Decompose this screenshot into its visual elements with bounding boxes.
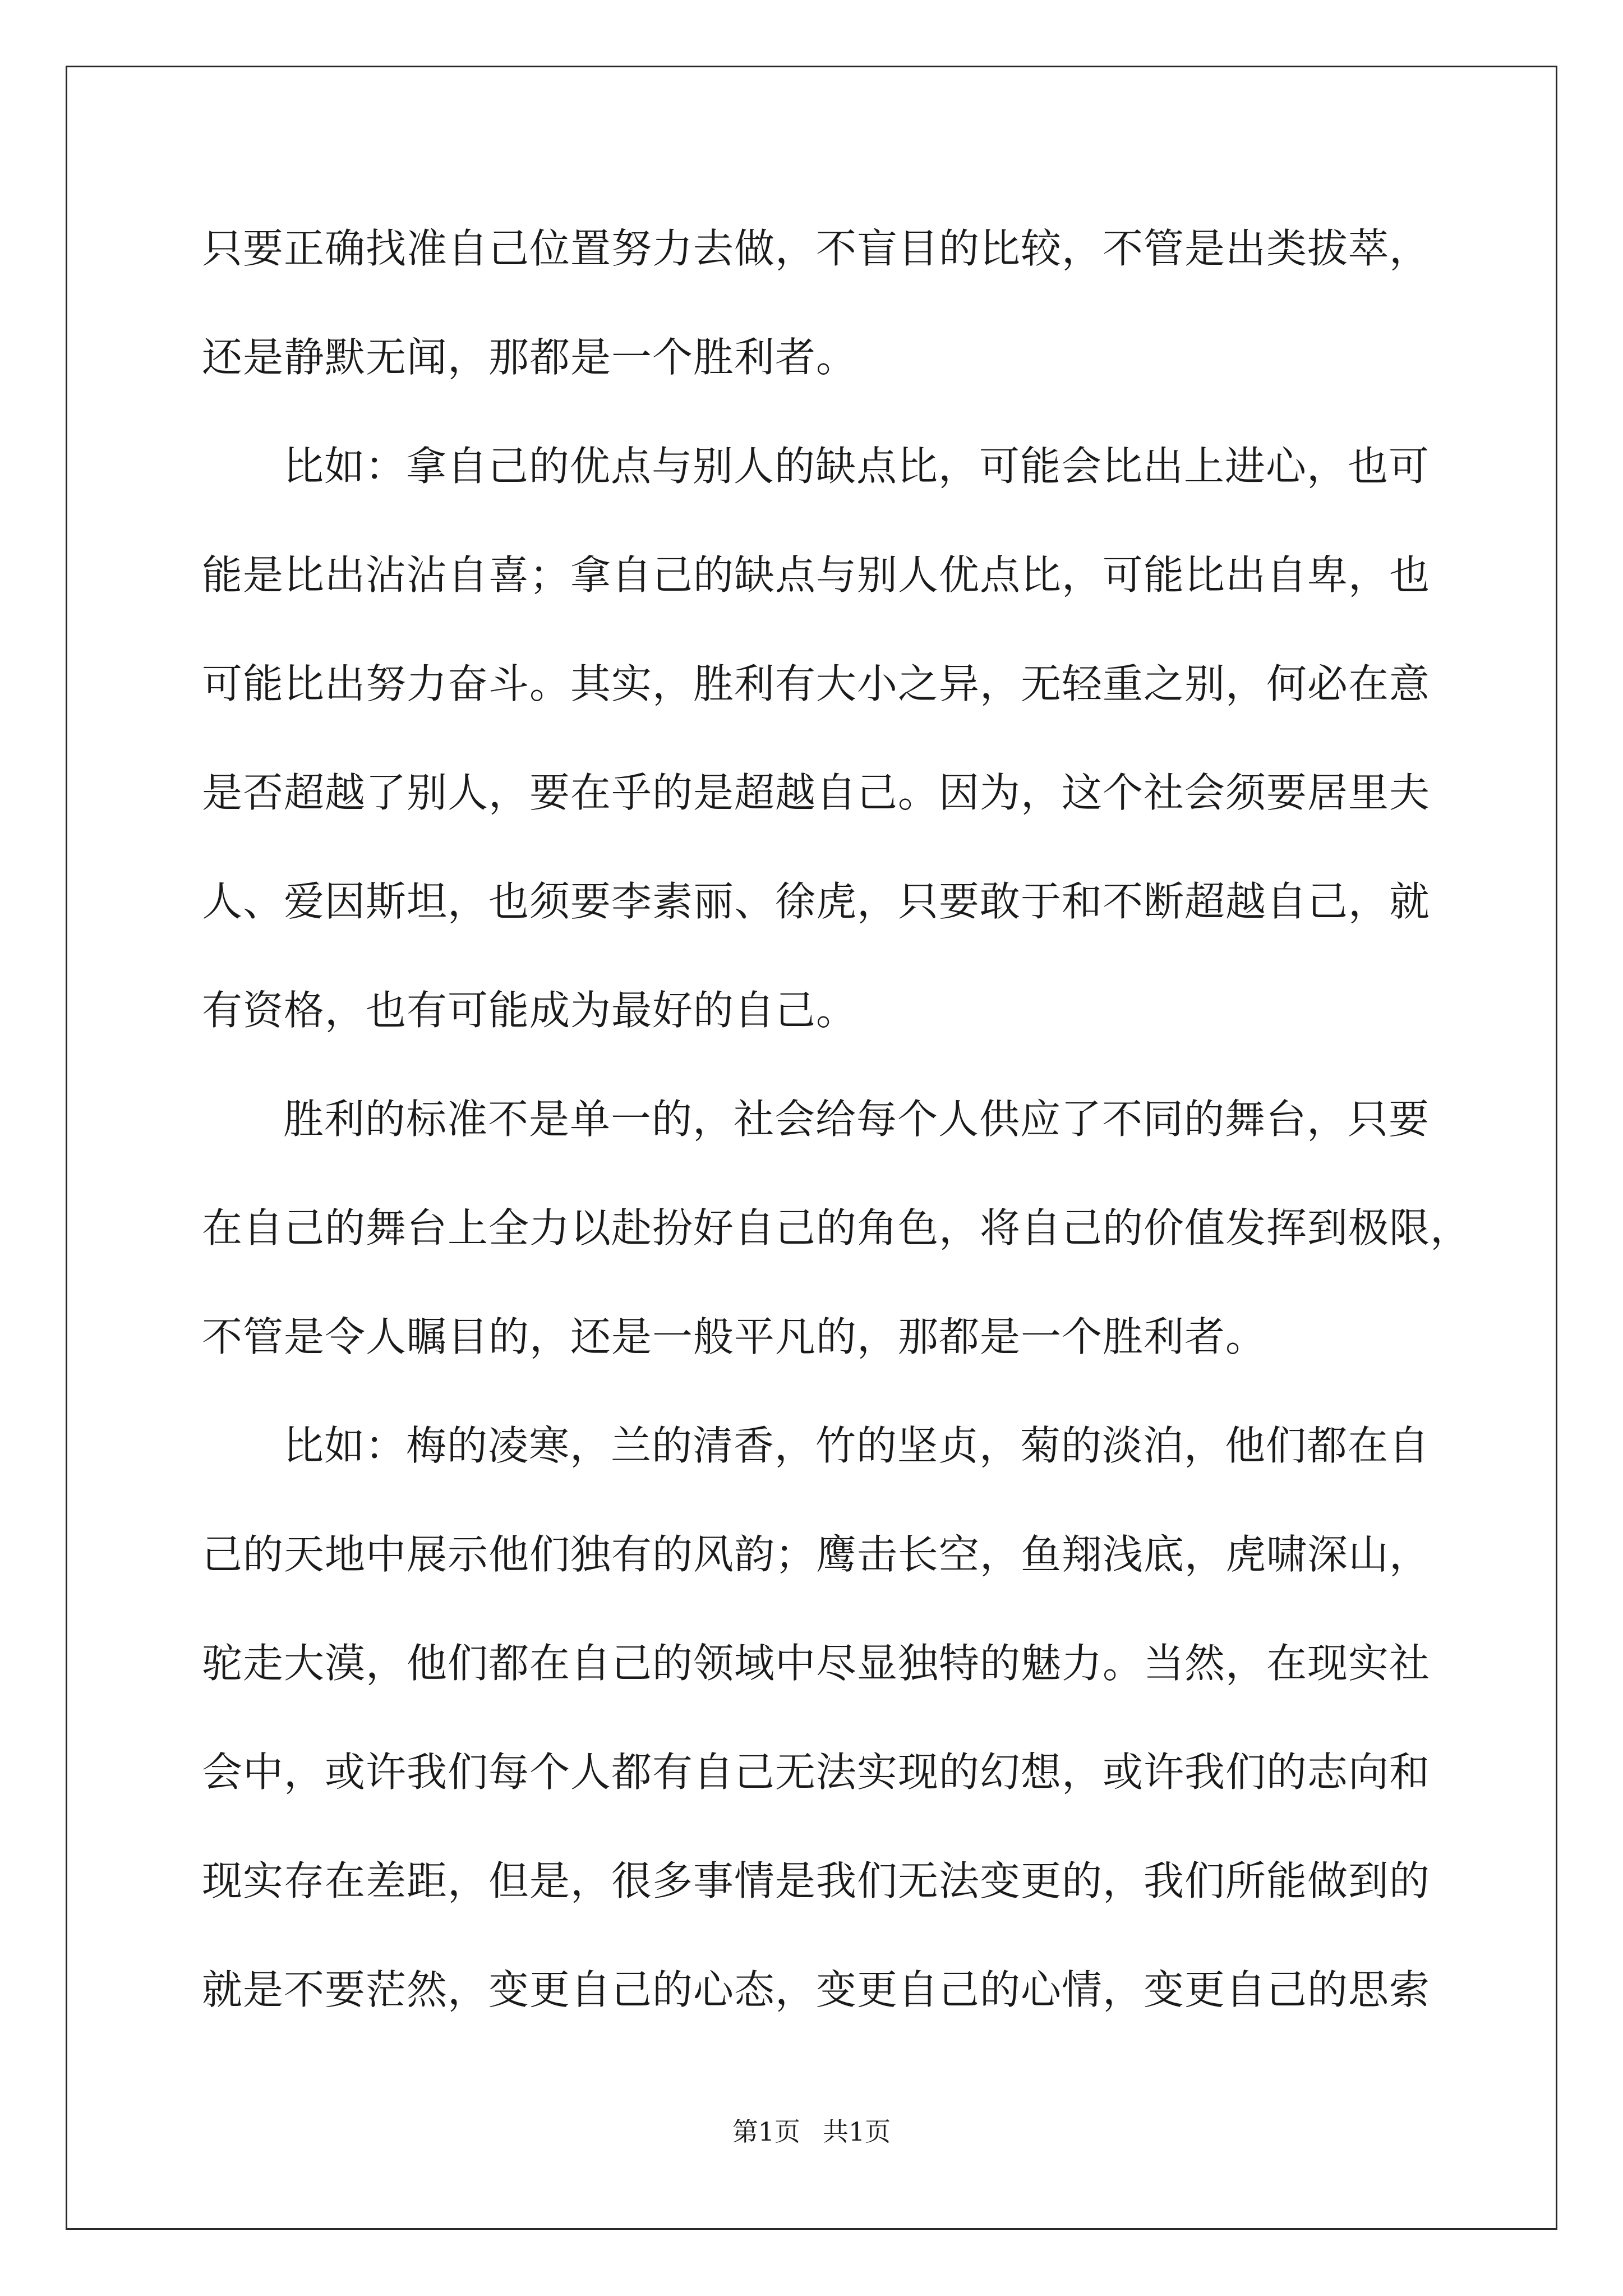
text-line-3: 比如：拿自己的优点与别人的缺点比，可能会比出上进心，也可 [283,443,1430,490]
text-line-10: 在自己的舞台上全力以赴扮好自己的角色，将自己的价值发挥到极限， [202,1204,1472,1251]
page-footer [0,2115,1623,2148]
text-line-7: 人、爱因斯坦，也须要李素丽、徐虎，只要敢于和不断超越自己，就 [202,878,1431,925]
text-line-11: 不管是令人瞩目的，还是一般平凡的，那都是一个胜利者。 [202,1313,1267,1360]
text-line-8: 有资格，也有可能成为最好的自己。 [202,987,857,1034]
page-total: 共1页 [823,2116,891,2147]
text-line-2: 还是静默无闻，那都是一个胜利者。 [202,334,857,381]
text-line-12: 比如：梅的凌寒，兰的清香，竹的坚贞，菊的淡泊，他们都在自 [283,1422,1430,1469]
text-line-16: 现实存在差距，但是，很多事情是我们无法变更的，我们所能做到的 [202,1857,1431,1904]
text-line-5: 可能比出努力奋斗。其实，胜利有大小之异，无轻重之别，何必在意 [202,660,1431,707]
page-number: 第1页 [732,2116,800,2147]
text-line-1: 只要正确找准自己位置努力去做，不盲目的比较，不管是出类拔萃， [202,225,1431,272]
text-line-13: 己的天地中展示他们独有的风韵；鹰击长空，鱼翔浅底，虎啸深山， [202,1531,1431,1578]
text-line-17: 就是不要茫然，变更自己的心态，变更自己的心情，变更自己的思索 [202,1966,1431,2013]
text-line-9: 胜利的标准不是单一的，社会给每个人供应了不同的舞台，只要 [283,1096,1430,1143]
text-line-4: 能是比出沾沾自喜；拿自己的缺点与别人优点比，可能比出自卑，也 [202,551,1431,599]
text-line-6: 是否超越了别人，要在乎的是超越自己。因为，这个社会须要居里夫 [202,769,1431,816]
text-line-15: 会中，或许我们每个人都有自己无法实现的幻想，或许我们的志向和 [202,1749,1431,1796]
text-line-14: 驼走大漠，他们都在自己的领域中尽显独特的魅力。当然，在现实社 [202,1640,1431,1687]
